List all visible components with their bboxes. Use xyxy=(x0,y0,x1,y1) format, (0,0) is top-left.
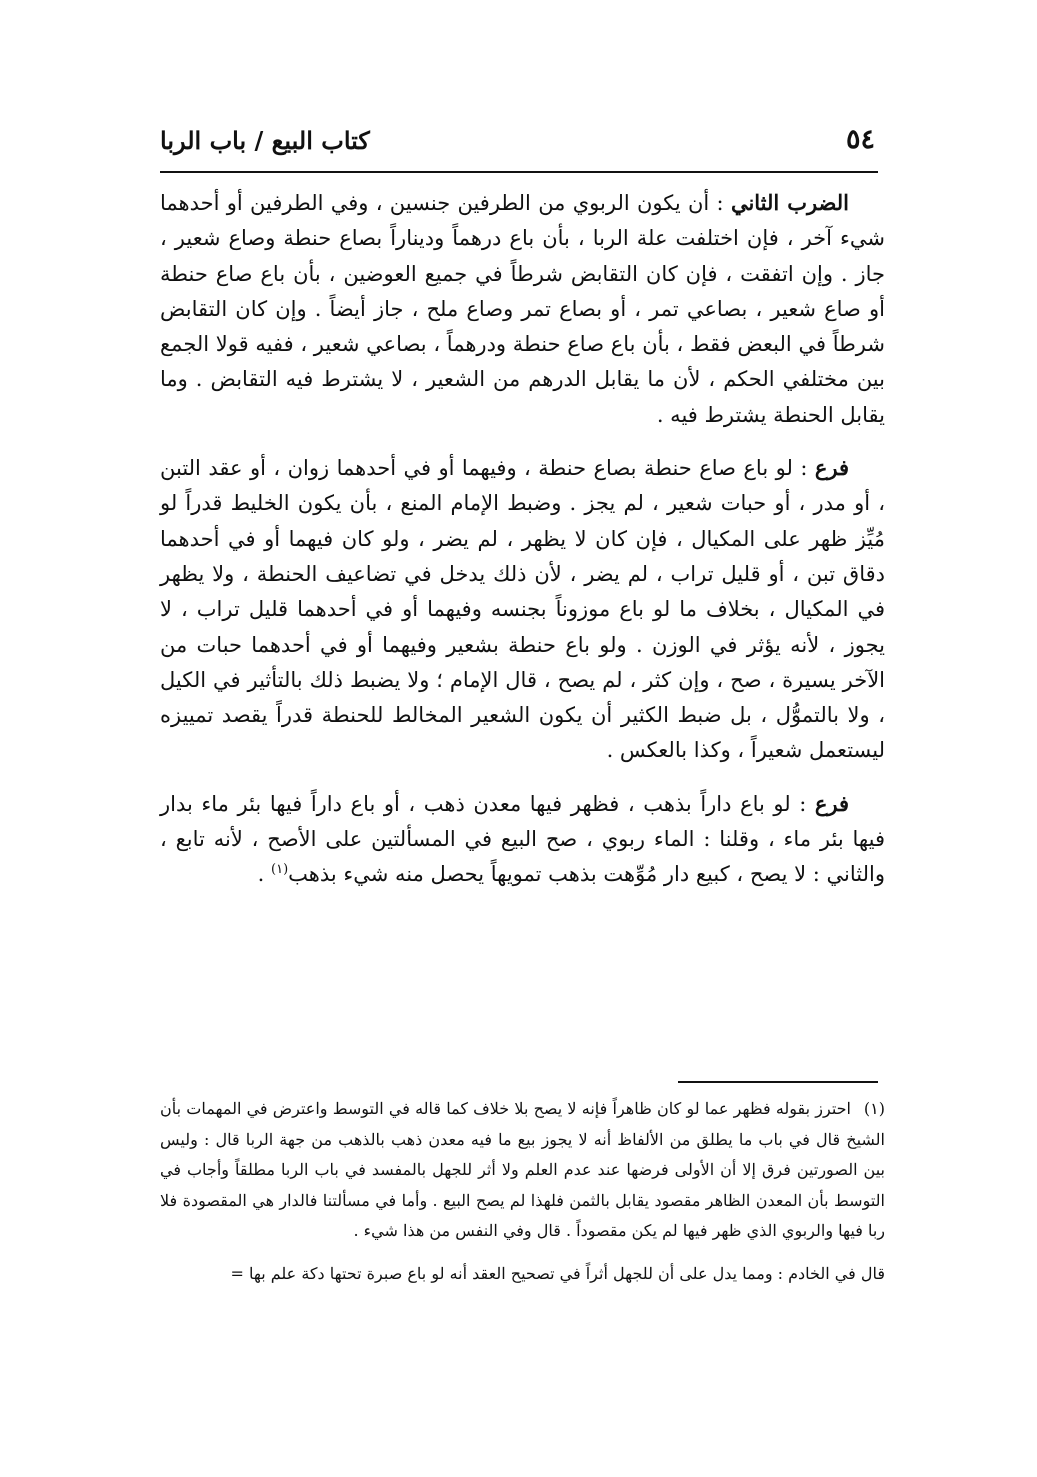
footnotes xyxy=(160,1094,885,1289)
paragraph-second-type xyxy=(160,185,885,433)
paragraph-lead: الضرب الثاني xyxy=(730,190,849,215)
paragraph-lead: فرع xyxy=(814,455,849,481)
paragraph-end: . xyxy=(257,862,271,887)
paragraph-text: : لو باع صاع حنطة بصاع حنطة ، وفيهما أو في أحدهما زوان ، أو عقد التبن ، أو مدر ، أو حبات شعير ، لم يجز . وضبط الإمام المنع ، بأن يكون الخليط قدراً لو مُيِّز ظهر على المكيال ، فإن كان لا يظهر ، لم يضر ، ولو كان فيهما أو في أحدهما دقاق تبن ، أو قليل تراب ، لم يضر ، لأن ذلك يدخل في تضاعيف الحنطة ، ولا يظهر في المكيال ، بخلاف ما لو باع موزوناً بجنسه وفيهما أو في أحدهما قليل تراب ، لا يجوز ، لأنه يؤثر في الوزن . ولو باع حنطة بشعير وفيهما أو في أحدهما حبات من الآخر يسيرة ، صح ، وإن كثر ، لم يصح ، قال الإمام ؛ ولا يضبط ذلك بالتأثير في الكيل ، ولا بالتموُّل ، بل ضبط الكثير أن يكون الشعير المخالط للحنطة قدراً يقصد تمييزه ليستعمل شعيراً ، وكذا بالعكس . xyxy=(160,456,885,763)
footnote-divider xyxy=(678,1081,878,1083)
paragraph-branch-wheat xyxy=(160,450,885,769)
footnote-reference: (١) xyxy=(271,862,289,878)
page-header xyxy=(160,118,875,170)
paragraph-branch-house xyxy=(160,786,885,893)
footnote-number: (١) xyxy=(863,1099,885,1118)
paragraph-text: : أن يكون الربوي من الطرفين جنسين ، وفي الطرفين أو أحدهما شيء آخر ، فإن اختلفت علة الربا ، بأن باع درهماً وديناراً بصاع حنطة وصاع شعير ، جاز . وإن اتفقت ، فإن كان التقابض شرطاً في جميع العوضين ، بأن باع صاع حنطة أو صاع شعير ، بصاعي تمر ، أو بصاع تمر وصاع ملح ، جاز أيضاً . وإن كان التقابض شرطاً في البعض فقط ، بأن باع صاع حنطة ودرهماً ، بصاعي شعير ، ففيه قولا الجمع بين مختلفي الحكم ، لأن ما يقابل الدرهم من الشعير ، لا يشترط فيه التقابض . وما يقابل الحنطة يشترط فيه . xyxy=(160,191,885,427)
page-number: ٥٤ xyxy=(845,124,875,155)
footnote-text: احترز بقوله فظهر عما لو كان ظاهراً فإنه لا يصح بلا خلاف كما قاله في التوسط واعترض في المهمات بأن الشيخ قال في باب ما يطلق من الألفاظ أنه لا يجوز بيع ما فيه معدن ذهب بالذهب من جهة الربا قال : وليس بين الصورتين فرق إلا أن الأولى فرضها عند عدم العلم ولا أثر للجهل بالمفسد في باب الربا مطلقاً وأجاب في التوسط بأن المعدن الظاهر مقصود يقابل بالثمن فلهذا لم يصح البيع . وأما في مسألتنا فالدار هي المقصودة فلا ربا فيها والربوي الذي ظهر فيها لم يكن مقصوداً . قال وفي النفس من هذا شيء . xyxy=(160,1099,885,1240)
paragraph-lead: فرع xyxy=(814,790,849,816)
footnote-continuation: قال في الخادم : ومما يدل على أن للجهل أثراً في تصحيح العقد أنه لو باع صبرة تحتها دكة علم بها = xyxy=(230,1263,885,1283)
paragraph-text: : لو باع داراً بذهب ، فظهر فيها معدن ذهب ، أو باع داراً فيها بئر ماء بدار فيها بئر ماء ، وقلنا : الماء ربوي ، صح البيع في المسألتين على الأصح ، لأنه تابع ، والثاني : لا يصح ، كبيع دار مُوِّهت بذهب تمويهاً يحصل منه شيء بذهب xyxy=(160,791,885,887)
header-divider xyxy=(160,171,878,173)
footnote-1 xyxy=(160,1094,885,1247)
running-title: كتاب البيع / باب الربا xyxy=(160,126,370,155)
main-text xyxy=(160,185,885,893)
